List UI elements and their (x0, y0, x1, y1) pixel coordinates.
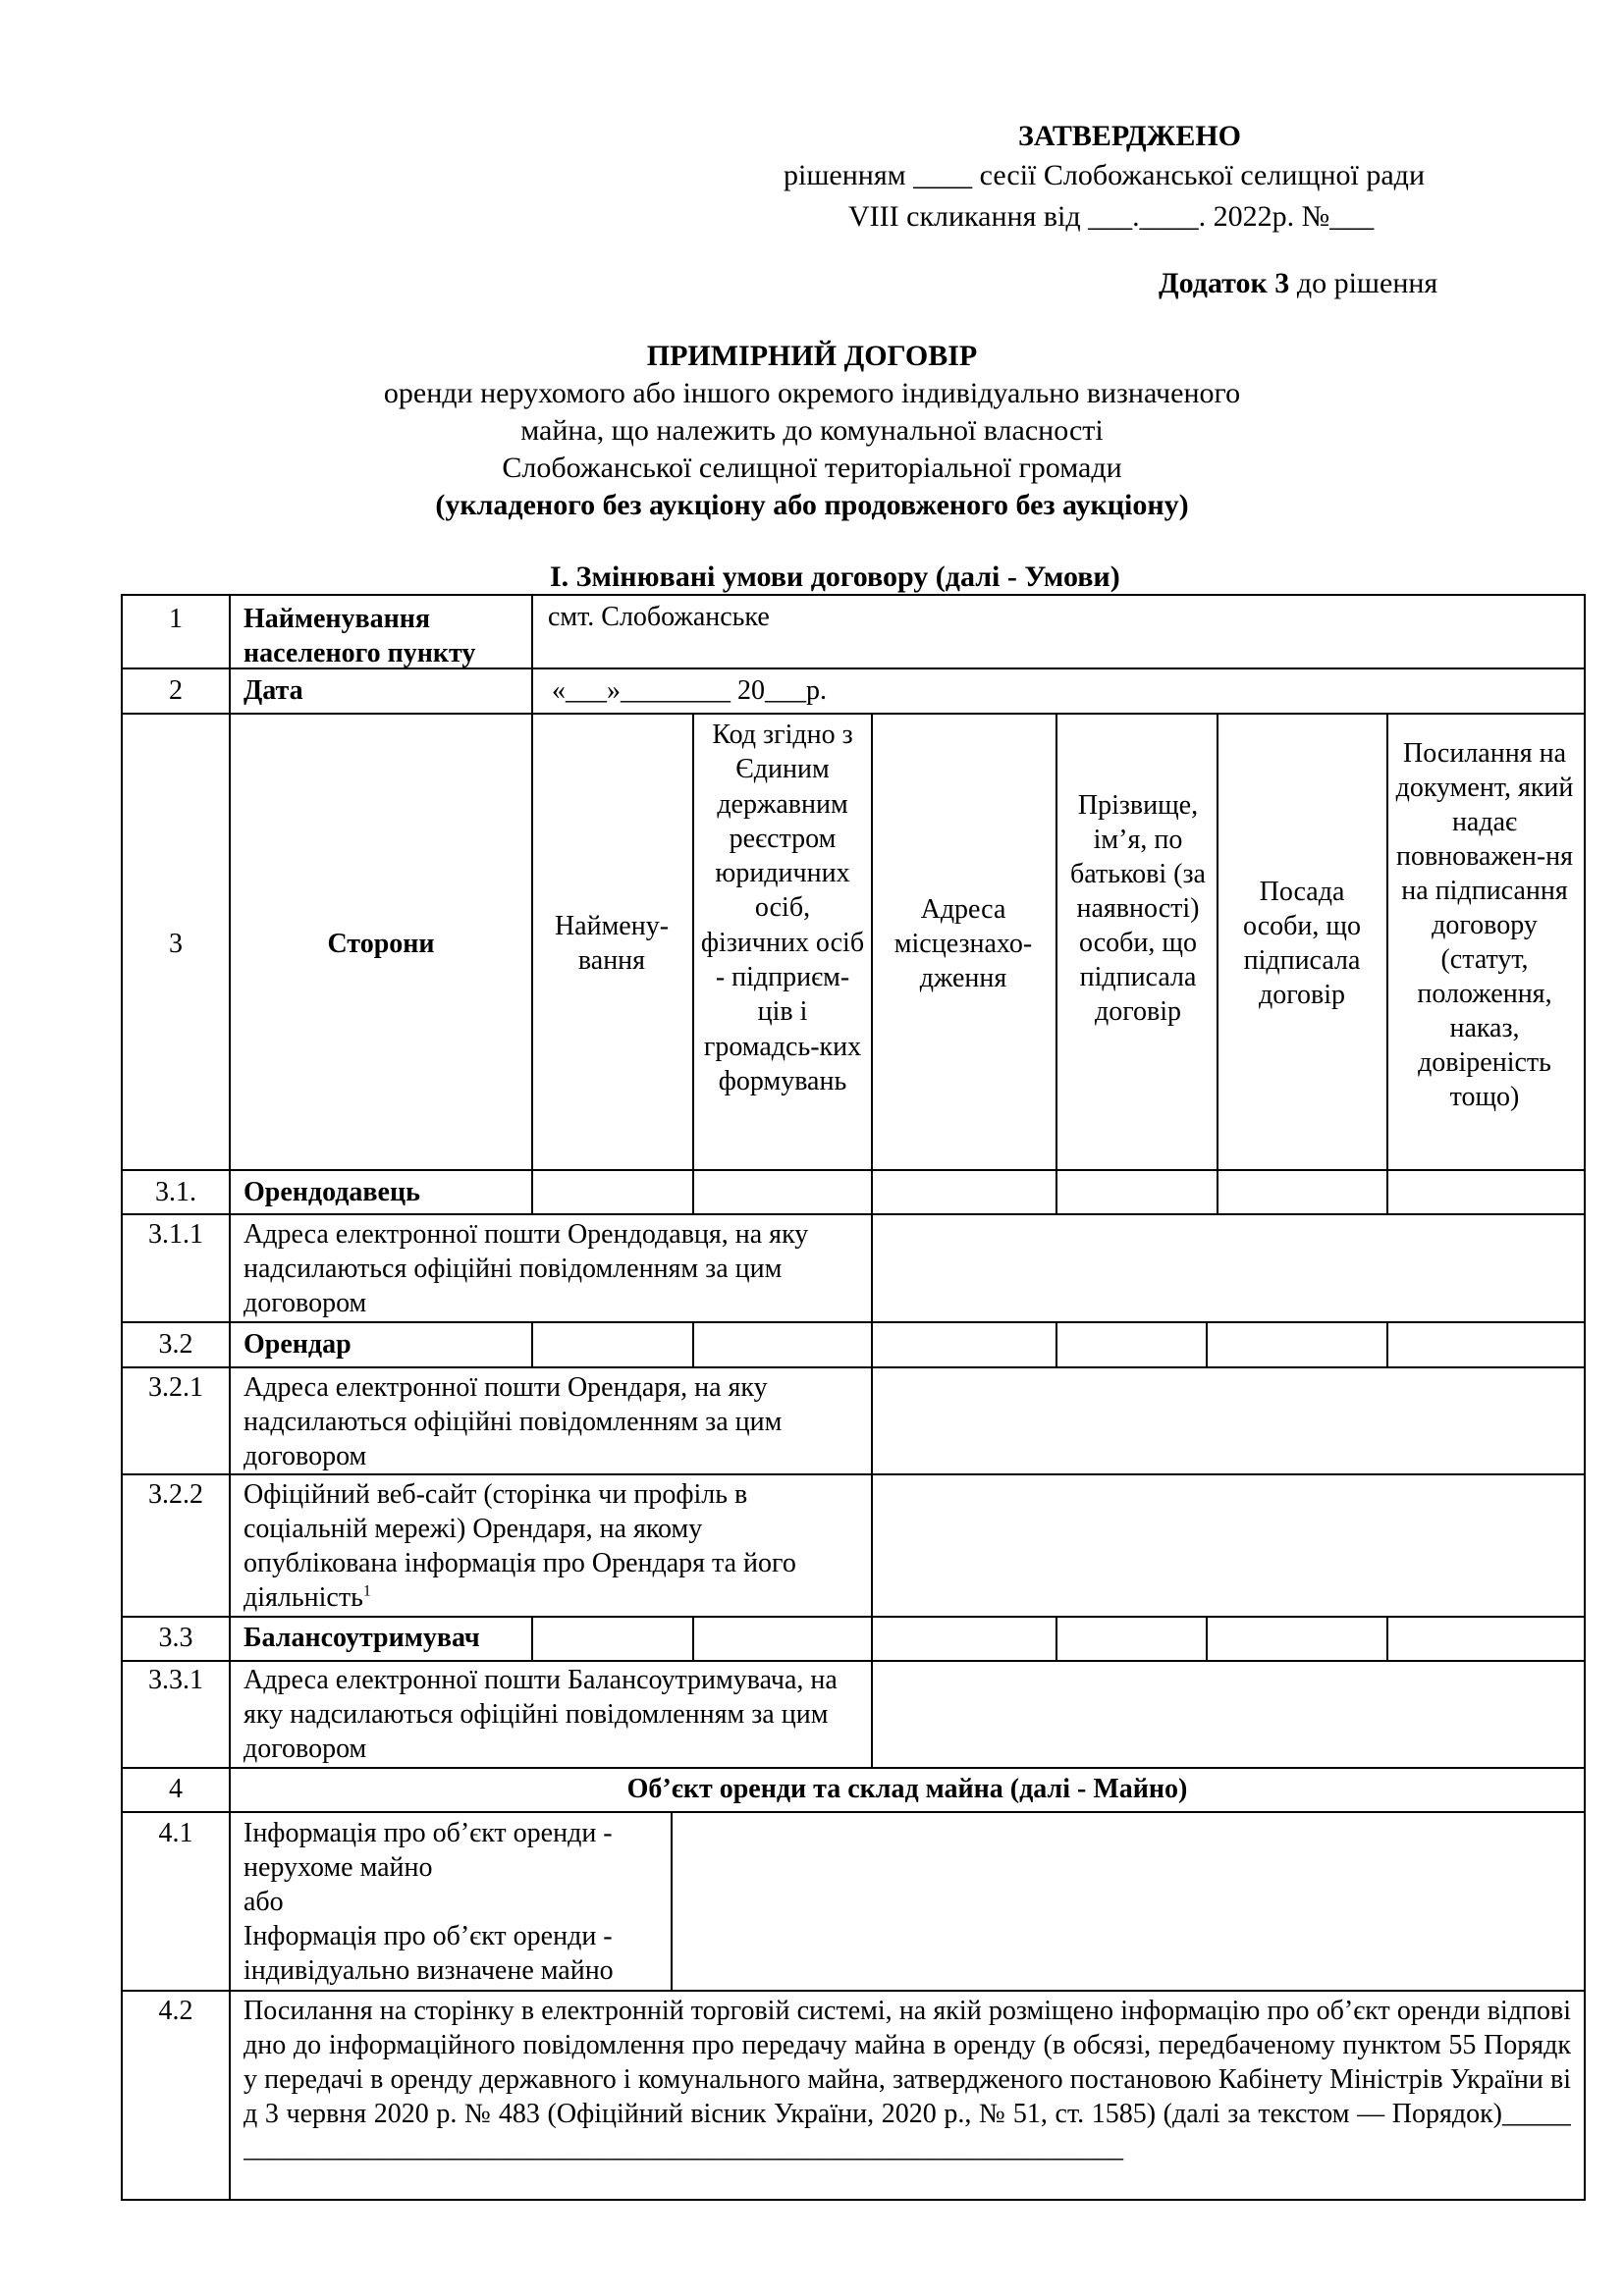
table-rule (871, 1660, 873, 1769)
table-rule (692, 1321, 694, 1368)
lease-object-real-estate: Інформація про об’єкт оренди - нерухоме майно (244, 1818, 613, 1883)
table-rule (1056, 1321, 1057, 1368)
table-rule (121, 1767, 1586, 1769)
lease-object-info (244, 1816, 666, 1988)
table-rule (121, 1321, 1586, 1323)
row-number: 4.2 (158, 1996, 193, 2026)
table-rule (1386, 1321, 1388, 1368)
table-rule (1386, 713, 1388, 1215)
trading-system-link-text: Посилання на сторінку в електронній торговій системі, на якій розміщено інформацію про об’єкт оренди відповідно до інформаційного повідомлення про передачу майна в оренду (в обсязі, передбаченому пунктом 55 Порядку передачі в оренду державного і комунального майна, затвердженого постановою Кабінету Міністрів України від 3 червня 2020 р. № 483 (Офіційний вісник України, 2020 р., № 51, ст. 1585) (далі за текстом — Порядок)_____________________________________________________________________ (244, 1996, 1571, 2163)
lessee-website-label (244, 1477, 852, 1615)
table-rule (1217, 713, 1218, 1215)
table-rule (121, 1811, 1586, 1813)
table-rule (531, 594, 533, 1171)
table-rule (1206, 1616, 1208, 1662)
balance-holder-label: Балансоутримувач (244, 1623, 480, 1653)
lessor-email-label: Адреса електронної пошти Орендодавця, на яку надсилаються офіційні повідомленням за цим договором (244, 1219, 809, 1318)
table-rule (121, 594, 1586, 596)
row-number: 3 (169, 929, 183, 959)
row-number: 3.2.1 (148, 1372, 203, 1403)
lessor-label: Орендодавець (244, 1177, 420, 1207)
table-rule (121, 713, 1586, 715)
heading-line-2: майна, що належить до комунальної власності (520, 414, 1104, 447)
table-rule (1206, 1321, 1208, 1368)
footnote-marker: 1 (362, 1582, 371, 1600)
lease-object-individual-property: Інформація про об’єкт оренди - індивідуально визначене майно (244, 1921, 614, 1986)
lessee-website-text: Офіційний веб-сайт (сторінка чи профіль в соціальній мережі) Орендаря, на якому опублікована інформація про Орендаря та його діяльність (244, 1479, 796, 1613)
table-rule (692, 713, 694, 1215)
heading-line-3: Слобожанської селищної територіальної громади (502, 452, 1122, 484)
table-rule (1056, 713, 1057, 1215)
table-rule (121, 1990, 1586, 1992)
parties-label: Сторони (327, 929, 435, 959)
row-number: 3.2.2 (148, 1479, 203, 1510)
date-value: «___»________ 20___р. (552, 675, 827, 706)
lessee-label: Орендар (244, 1329, 352, 1360)
table-rule (121, 1169, 1586, 1171)
settlement-name-value: смт. Слобожанське (548, 602, 770, 632)
column-header-position: Посада особи, що підписала договір (1243, 877, 1361, 1010)
row-number: 3.3.1 (148, 1665, 203, 1695)
row-number: 4.1 (158, 1818, 193, 1848)
table-rule (1056, 1616, 1057, 1662)
column-header-address: Адреса місцезнахо-дження (893, 894, 1033, 993)
lessee-email-label: Адреса електронної пошти Орендаря, на яку надсилаються офіційні повідомленням за цим договором (244, 1372, 783, 1471)
table-rule (531, 1169, 533, 1215)
date-label: Дата (244, 675, 303, 706)
approval-title: ЗАТВЕРДЖЕНО (1018, 120, 1241, 152)
approval-line-2: VIII скликання від ___.____. 2022р. №___ (848, 200, 1375, 233)
row-number: 4 (169, 1774, 183, 1804)
row-number: 1 (169, 604, 183, 634)
table-rule (871, 1366, 873, 1618)
section-title: І. Змінювані умови договору (далі - Умови) (550, 561, 1120, 593)
heading-line-4: (укладеного без аукціону або продовженого без аукціону) (435, 489, 1189, 521)
lease-object-heading: Об’єкт оренди та склад майна (далі - Майно) (626, 1774, 1188, 1804)
table-rule (1386, 1616, 1388, 1662)
column-header-name: Наймену-вання (554, 911, 670, 976)
heading-line-1: оренди нерухомого або іншого окремого індивідуально визначеного (383, 377, 1241, 409)
table-rule (871, 1213, 873, 1323)
table-rule (121, 2199, 1586, 2201)
table-rule (671, 1811, 673, 1992)
settlement-name-label: Найменування населеного пункту (244, 604, 476, 668)
table-rule (871, 1321, 873, 1368)
lease-object-or: або (244, 1887, 284, 1917)
table-rule (121, 1366, 1586, 1368)
row-number: 3.1. (155, 1177, 196, 1207)
annex-rest: до рішення (1289, 267, 1438, 299)
table-rule (531, 1321, 533, 1368)
table-rule (121, 1616, 1586, 1618)
table-border-right (1584, 594, 1586, 2201)
annex-number: Додаток 3 (1159, 267, 1290, 299)
row-number: 2 (169, 675, 183, 706)
row-number: 3.3 (158, 1623, 193, 1653)
table-rule (121, 1473, 1586, 1475)
table-rule (531, 1616, 533, 1662)
approval-line-1: рішенням ____ сесії Слобожанської селищної ради (784, 159, 1425, 191)
contract-title: ПРИМІРНИЙ ДОГОВІР (646, 340, 978, 372)
column-header-registry-code: Код згідно з Єдиним державним реєстром юридичних осіб, фізичних осіб - підприєм-ців і громадсь-ких формувань (700, 720, 865, 1096)
row-number: 3.2 (158, 1329, 193, 1360)
column-header-signatory-name: Прізвище, ім’я, по батькові (за наявності) особи, що підписала договір (1070, 790, 1206, 1027)
table-rule (871, 1616, 873, 1662)
table-rule (692, 1616, 694, 1662)
row-number: 3.1.1 (148, 1219, 203, 1250)
table-rule (871, 713, 873, 1215)
column-header-authority-document: Посилання на документ, який надає повноважен-ня на підписання договору (статут, положення, наказ, довіреність тощо) (1395, 738, 1574, 1112)
table-rule (121, 1660, 1586, 1662)
balance-holder-email-label: Адреса електронної пошти Балансоутримувача, на яку надсилаються офіційні повідомленням за цим договором (244, 1665, 838, 1764)
table-rule (229, 594, 231, 2201)
table-rule (121, 1213, 1586, 1215)
